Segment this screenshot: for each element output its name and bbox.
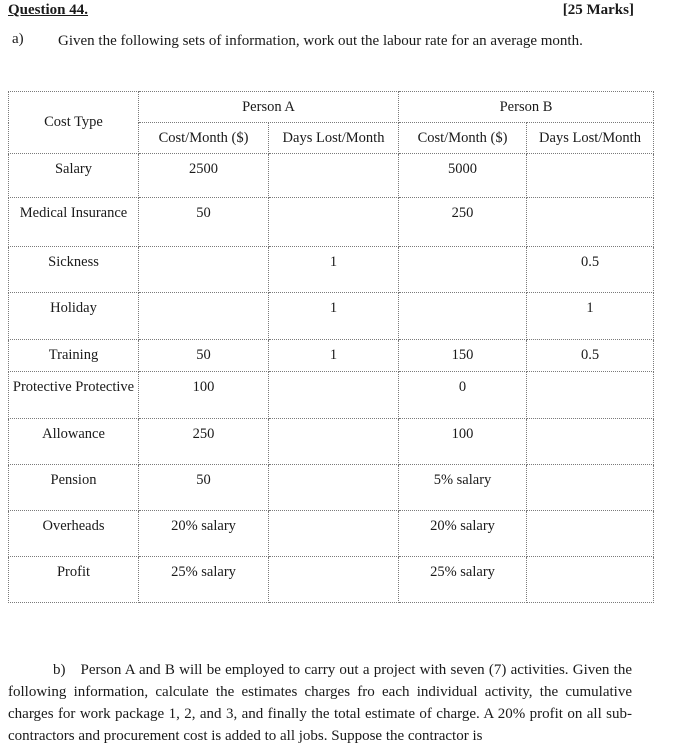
table-row bbox=[9, 511, 654, 557]
cost-type-cell: Training bbox=[9, 340, 139, 372]
person-a-days-cell bbox=[269, 465, 399, 511]
person-a-days-cell bbox=[269, 198, 399, 247]
table-row bbox=[9, 293, 654, 340]
person-a-cost-cell: 50 bbox=[139, 465, 269, 511]
cost-type-cell: Salary bbox=[9, 154, 139, 198]
part-b-paragraph bbox=[8, 659, 632, 747]
table-row bbox=[9, 419, 654, 465]
person-a-header: Person A bbox=[139, 92, 399, 123]
person-b-days-cell bbox=[527, 419, 654, 465]
cost-table bbox=[8, 91, 654, 603]
person-b-cost-cell bbox=[399, 247, 527, 293]
person-b-days-cell bbox=[527, 511, 654, 557]
table-row bbox=[9, 557, 654, 603]
cost-type-cell: Medical Insurance bbox=[9, 198, 139, 247]
person-a-cost-cell: 100 bbox=[139, 372, 269, 419]
table-row bbox=[9, 154, 654, 198]
question-marks: [25 Marks] bbox=[562, 2, 634, 18]
person-a-days-cell bbox=[269, 154, 399, 198]
person-a-cost-cell: 50 bbox=[139, 198, 269, 247]
person-b-days-cell bbox=[527, 198, 654, 247]
part-b-label: b) bbox=[53, 662, 66, 678]
person-a-cost-cell: 20% salary bbox=[139, 511, 269, 557]
person-b-cost-cell: 25% salary bbox=[399, 557, 527, 603]
person-b-cost-cell: 20% salary bbox=[399, 511, 527, 557]
person-b-cost-cell: 150 bbox=[399, 340, 527, 372]
person-b-days-cell: 0.5 bbox=[527, 247, 654, 293]
subheader-b-cost: Cost/Month ($) bbox=[399, 123, 527, 154]
person-a-days-cell: 1 bbox=[269, 340, 399, 372]
person-b-cost-cell: 0 bbox=[399, 372, 527, 419]
person-a-cost-cell: 250 bbox=[139, 419, 269, 465]
cost-type-cell: Holiday bbox=[9, 293, 139, 340]
cost-type-header: Cost Type bbox=[9, 92, 139, 154]
table-row bbox=[9, 372, 654, 419]
table-row bbox=[9, 340, 654, 372]
person-a-cost-cell bbox=[139, 247, 269, 293]
person-a-cost-cell: 25% salary bbox=[139, 557, 269, 603]
person-b-days-cell: 0.5 bbox=[527, 340, 654, 372]
person-b-days-cell bbox=[527, 372, 654, 419]
person-a-days-cell: 1 bbox=[269, 247, 399, 293]
question-title: Question 44. bbox=[8, 2, 89, 18]
cost-type-cell: Allowance bbox=[9, 419, 139, 465]
person-b-days-cell bbox=[527, 154, 654, 198]
cost-type-cell: Pension bbox=[9, 465, 139, 511]
person-a-cost-cell bbox=[139, 293, 269, 340]
person-a-days-cell bbox=[269, 419, 399, 465]
subheader-a-days: Days Lost/Month bbox=[269, 123, 399, 154]
table-row bbox=[9, 465, 654, 511]
person-a-cost-cell: 50 bbox=[139, 340, 269, 372]
cost-type-cell: Sickness bbox=[9, 247, 139, 293]
part-a-label: a) bbox=[12, 31, 24, 47]
person-b-cost-cell bbox=[399, 293, 527, 340]
person-b-cost-cell: 5% salary bbox=[399, 465, 527, 511]
cost-table-body bbox=[9, 154, 654, 603]
subheader-a-cost: Cost/Month ($) bbox=[139, 123, 269, 154]
subheader-b-days: Days Lost/Month bbox=[527, 123, 654, 154]
person-b-days-cell: 1 bbox=[527, 293, 654, 340]
person-a-days-cell bbox=[269, 372, 399, 419]
person-b-cost-cell: 100 bbox=[399, 419, 527, 465]
cost-type-cell: Profit bbox=[9, 557, 139, 603]
person-b-header: Person B bbox=[399, 92, 654, 123]
part-b-text: Person A and B will be employed to carry out a project with seven (7) activities. Given the following information, calculate the estimates charges fro each individual activity, the cumulative charges for work package 1, 2, and 3, and finally the total estimate of charge. A 20% profit on all sub-contractors and procurement cost is added to all jobs. Suppose the contractor is bbox=[8, 662, 632, 744]
person-b-cost-cell: 250 bbox=[399, 198, 527, 247]
person-b-days-cell bbox=[527, 465, 654, 511]
person-a-days-cell: 1 bbox=[269, 293, 399, 340]
person-b-cost-cell: 5000 bbox=[399, 154, 527, 198]
table-row bbox=[9, 198, 654, 247]
person-b-days-cell bbox=[527, 557, 654, 603]
cost-type-cell: Overheads bbox=[9, 511, 139, 557]
cost-type-cell: Protective Protective bbox=[9, 372, 139, 419]
table-row bbox=[9, 247, 654, 293]
person-a-cost-cell: 2500 bbox=[139, 154, 269, 198]
person-a-days-cell bbox=[269, 557, 399, 603]
person-a-days-cell bbox=[269, 511, 399, 557]
table-header-row bbox=[9, 92, 654, 123]
part-a-text: Given the following sets of information, work out the labour rate for an average month. bbox=[58, 33, 583, 49]
